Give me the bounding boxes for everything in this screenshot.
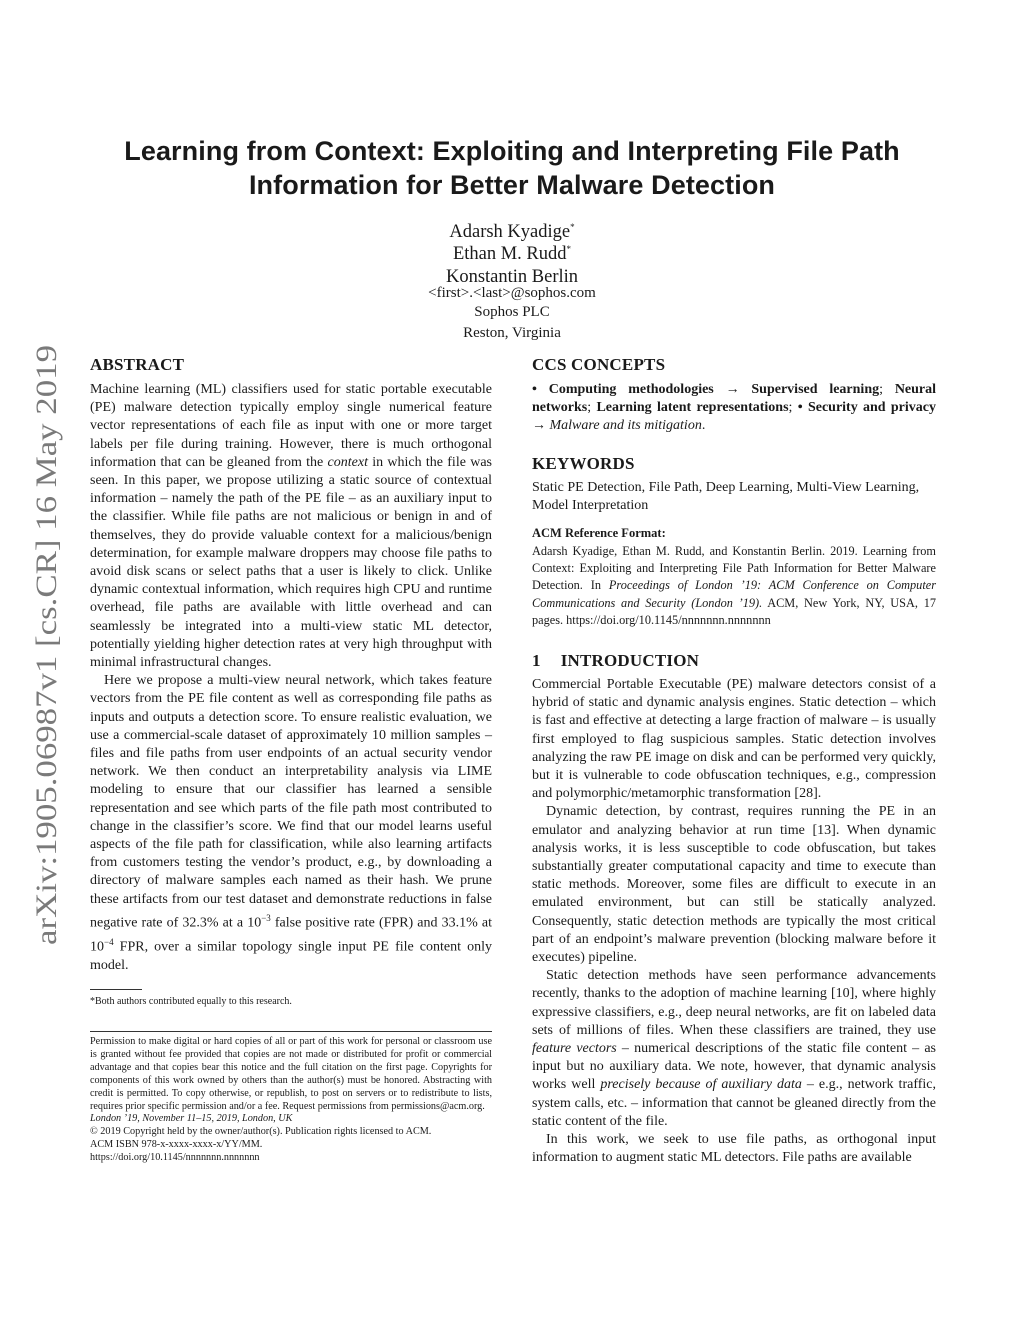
footnote-rule [90, 989, 142, 990]
author-footnote: *Both authors contributed equally to this research. [90, 996, 292, 1007]
author-email: <first>.<last>@sophos.com [428, 285, 596, 301]
title-line-1: Learning from Context: Exploiting and Interpreting File Path [124, 136, 900, 166]
abstract-paragraph-1: Machine learning (ML) classifiers used for static portable executable (PE) malware detection typically employ single numerical feature vector representations of each file as input with one or more target labels per file during training. However, there is much orthogonal information that can be gleaned from the context in which the file was seen. In this paper, we propose utilizing a static source of contextual information – namely the path of the PE file – as an auxiliary input to the classifier. While file paths are not malicious or benign in and of themselves, they do provide valuable context for a malicious/benign determination, for example malware droppers may choose file paths to avoid disk scans or select paths that a user is likely to click. Unlike dynamic contextual information, which requires high CPU and runtime overhead, file paths are available with little overhead and can seamlessly be integrated into a multi-view static ML detector, potentially yielding higher detection rates at very high throughput with minimal infrastructural changes. [90, 382, 492, 671]
abstract-paragraph-2: Here we propose a multi-view neural network, which takes feature vectors from the PE file content as well as corresponding file paths as inputs and outputs a detection score. To ensure realistic evaluation, we use a commercial-scale dataset of approximately 10 million samples – files and file paths from user endpoints of an actual security vendor network. We then conduct an interpretability analysis via LIME modeling to ensure that our classifier has learned a sensible representation and see which parts of the file path most contributed to change in the classifier’s score. We find that our model learns useful aspects of the file path for classification, while also learning artifacts from customers testing the vendor’s product, e.g., by downloading a directory of malware samples each named as their hash. We prune these artifacts from our test dataset and demonstrate reductions in false negative rate of 32.3% at a $10^{-3}$ false positive rate (FPR) and 33.1% at $10^{-4}$ FPR, over a similar topology single input PE file content only model. [90, 673, 492, 973]
author-3: Konstantin Berlin [445, 267, 579, 288]
reference-heading: ACM Reference Format: [532, 526, 666, 540]
reference-body: Adarsh Kyadige, Ethan M. Rudd, and Konstantin Berlin. 2019. Learning from Context: Exploiting and Interpreting File Path Information for Better Malware Detection. In Proceedings of London ’19: ACM Conference on Computer Communications and Security (London ’19). ACM, New York, NY, USA, 17 pages. https://doi.org/10.1145/nnnnnnn.nnnnnnn [532, 544, 936, 627]
intro-body [532, 676, 936, 1167]
author-location: Reston, Virginia [463, 325, 561, 341]
doi-line: https://doi.org/10.1145/nnnnnnn.nnnnnnn [90, 1152, 260, 1164]
author-1: Adarsh Kyadige* [449, 222, 575, 243]
title-line-2: Information for Better Malware Detection [248, 170, 776, 200]
ccs-heading: CCS CONCEPTS [532, 355, 666, 374]
author-organization: Sophos PLC [474, 304, 550, 320]
permission-block [90, 1036, 492, 1165]
intro-heading [532, 651, 699, 671]
venue-line: London ’19, November 11–15, 2019, London, UK [90, 1113, 293, 1125]
abstract-heading: ABSTRACT [90, 355, 185, 374]
keywords-text: Static PE Detection, File Path, Deep Learning, Multi-View Learning, Model Interpretation [532, 480, 920, 514]
isbn-line: ACM ISBN 978-x-xxxx-xxxx-x/YY/MM. [90, 1139, 263, 1151]
permission-text: Permission to make digital or hard copies of all or part of this work for personal or classroom use is granted without fee provided that copies are not made or distributed for profit or commercial advantage and that copies bear this notice and the full citation on the first page. Copyrights for components of this work owned by others than the author(s) must be honored. Abstracting with credit is permitted. To copy otherwise, or republish, to post on servers or to redistribute to lists, requires prior specific permission and/or a fee. Request permissions from permissions@acm.org. [90, 1036, 492, 1112]
intro-paragraph-2: Dynamic detection, by contrast, requires running the PE in an emulator and analyzing behavior at run time [13]. When dynamic analysis works, it is less susceptible to code obfuscation, but takes substantially greater computational capacity and time to execute than static methods. Moreover, some files are difficult to execute in an emulated environment, but can still be statically analyzed. Consequently, static detection methods are typically the most critical part of an endpoint’s malware prevention (blocking malware before it executes) pipeline. [532, 804, 936, 966]
arxiv-stamp-text: arXiv:1905.06987v1 [cs.CR] 16 May 2019 [30, 428, 63, 945]
intro-paragraph-1: Commercial Portable Executable (PE) malware detectors consist of a hybrid of static and dynamic analysis engines. Static detection – which is fast and effective at detecting a large fraction of malware – is usually first employed to flag suspicious samples. Static detection involves analyzing the raw PE image on disk and can be performed very quickly, but it is vulnerable to code obfuscation techniques, e.g., compression and polymorphic/metamorphic transformation [28]. [532, 677, 936, 802]
copyright-line: © 2019 Copyright held by the owner/author(s). Publication rights licensed to ACM. [90, 1126, 432, 1138]
permission-rule [90, 1031, 492, 1032]
intro-section-title: INTRODUCTION [560, 651, 700, 670]
intro-section-number: 1 [532, 651, 541, 670]
paper-title [60, 134, 964, 202]
author-2: Ethan M. Rudd* [452, 244, 572, 265]
ccs-concepts: • Computing methodologies → Supervised learning; Neural networks; Learning latent representations; • Security and privacy → Malware and its mitigation. [532, 382, 937, 434]
intro-paragraph-4: In this work, we seek to use file paths, as orthogonal input information to augment static ML detectors. File paths are available [532, 1132, 936, 1166]
abstract-body [90, 381, 492, 975]
ccs-body [532, 381, 936, 436]
keywords-heading: KEYWORDS [532, 454, 635, 473]
arxiv-side-stamp [16, 340, 68, 950]
intro-paragraph-3: Static detection methods have seen performance advancements recently, thanks to the adoption of machine learning [10], where highly expressive classifiers, e.g., deep neural networks, are fit on labeled data sets of millions of files. When these classifiers are trained, they use feature vectors – numerical descriptions of the static file content – as input but no auxiliary data. We note, however, that dynamic analysis works well precisely because of auxiliary data – e.g., network traffic, system calls, etc. – information that cannot be gleaned directly from the static content of the file. [532, 968, 937, 1129]
